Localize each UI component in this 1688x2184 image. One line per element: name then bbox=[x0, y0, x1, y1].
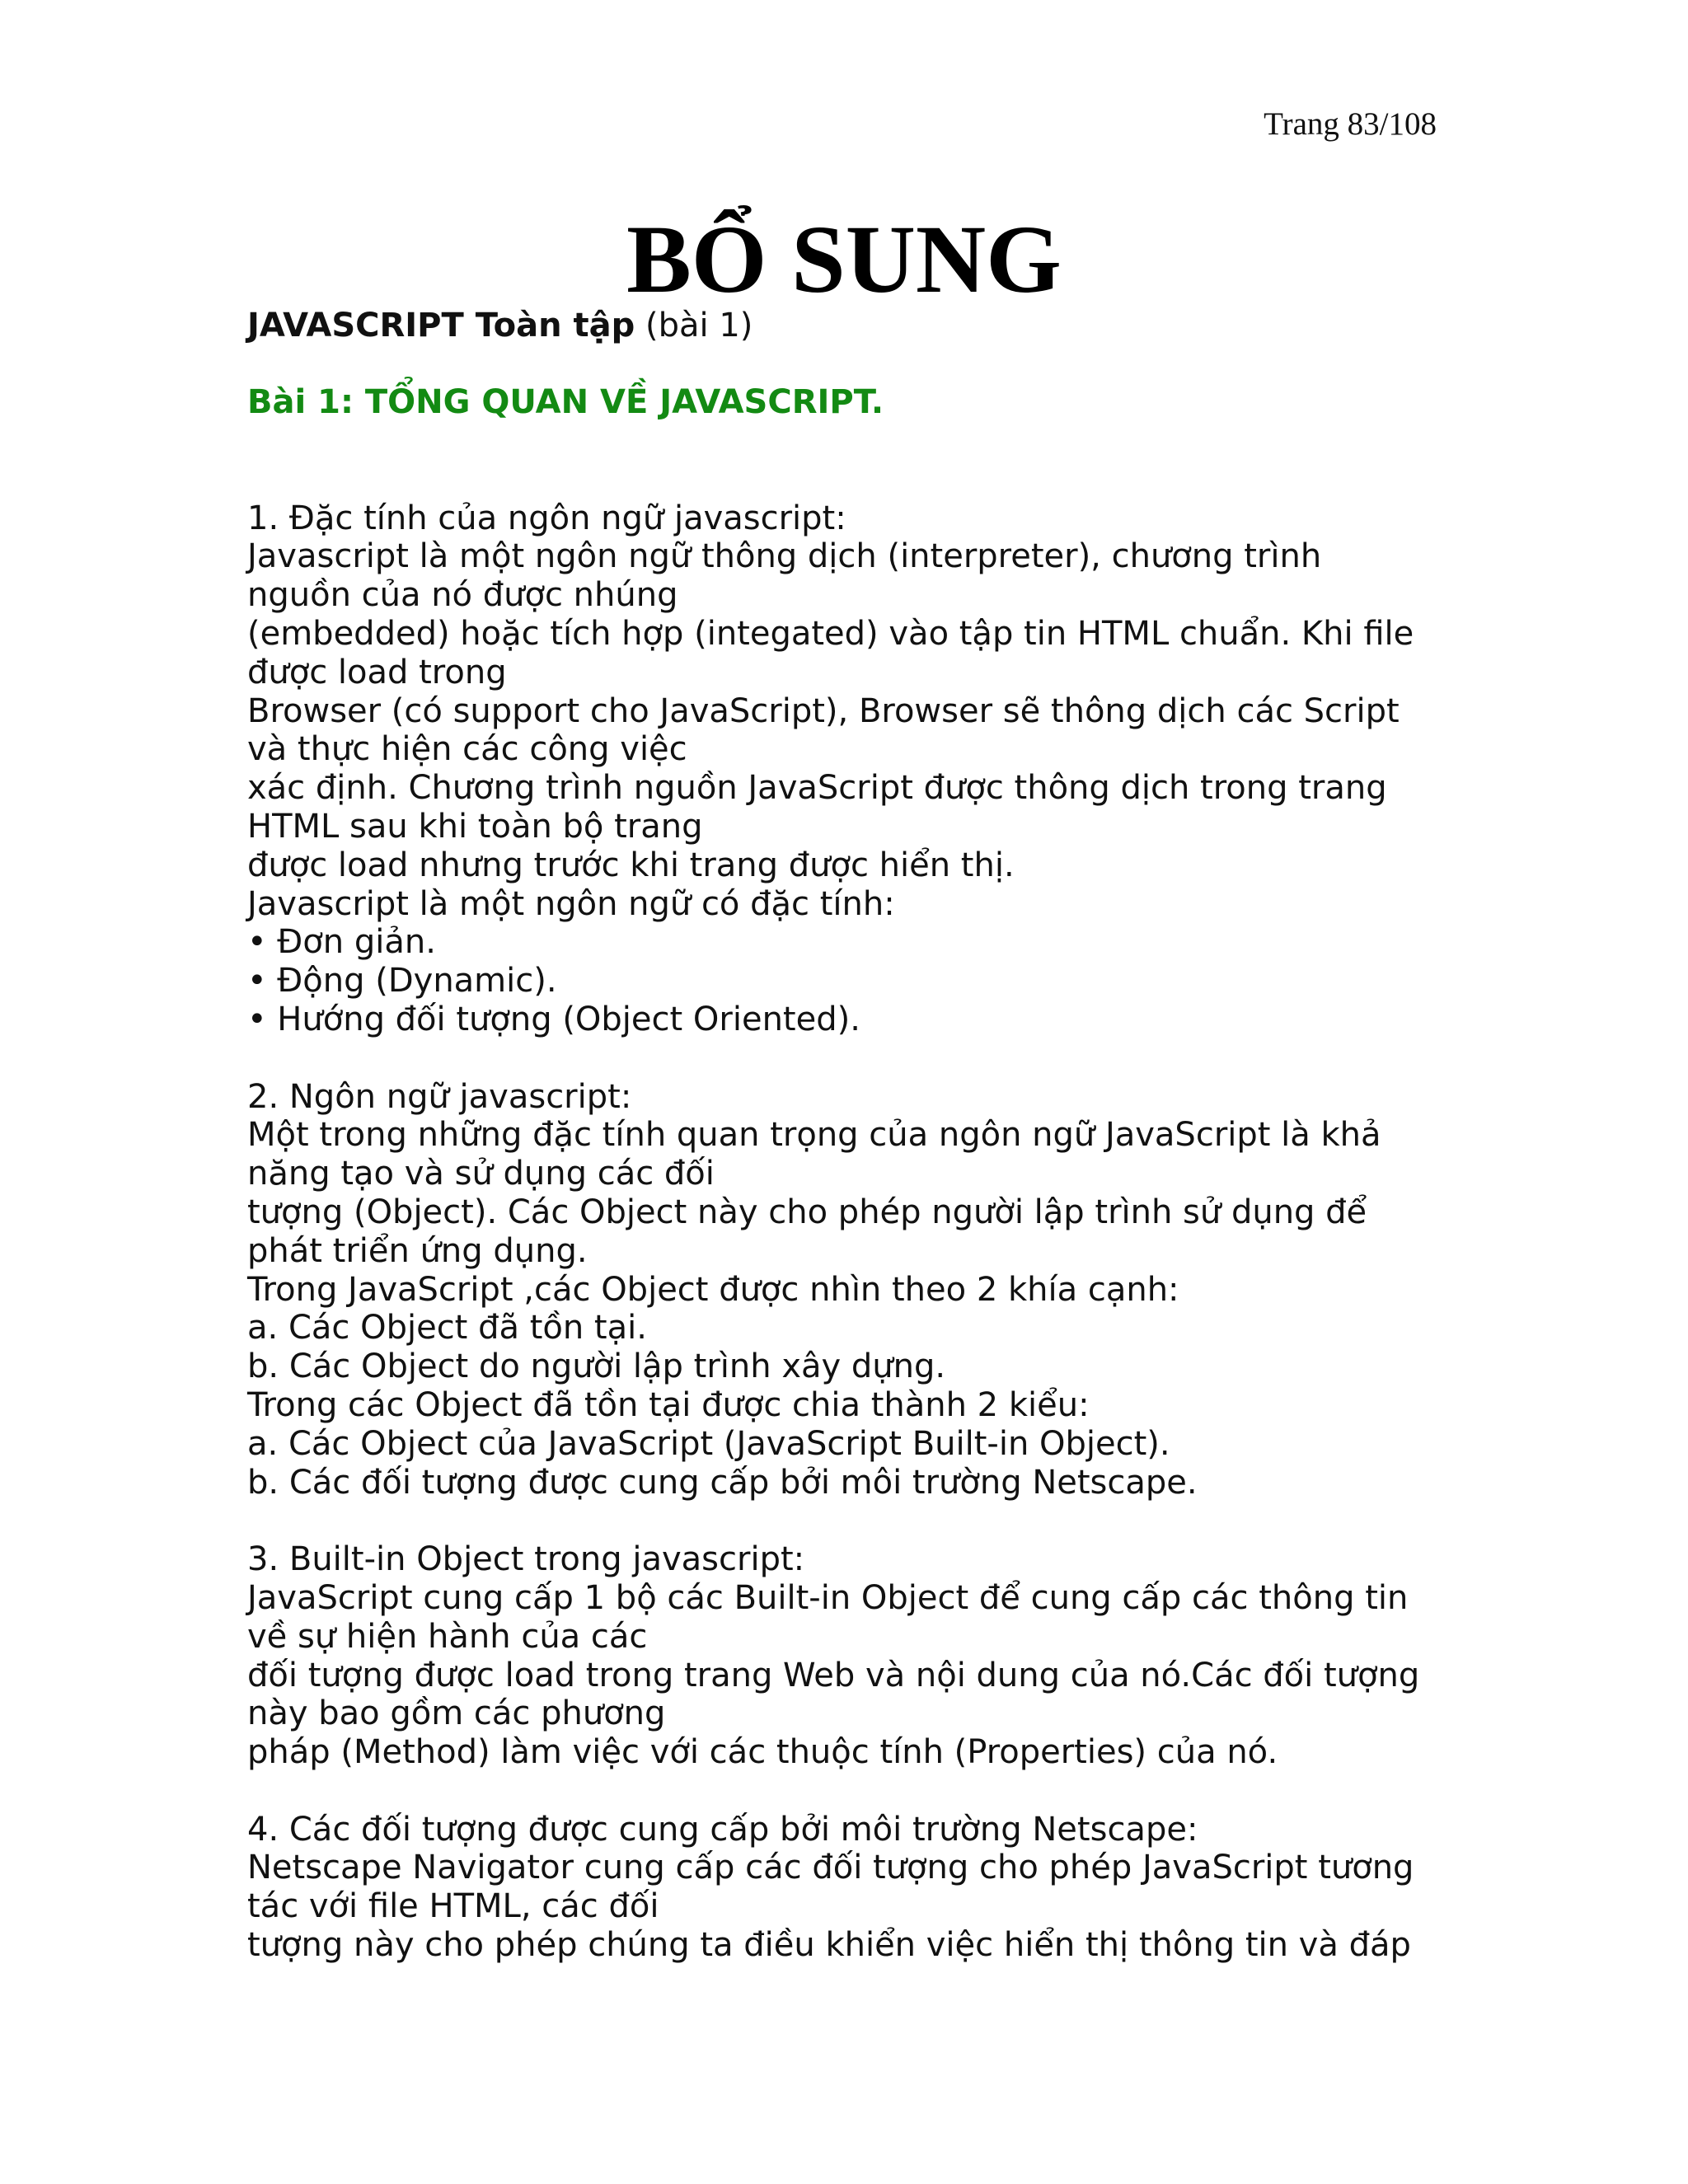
paragraph-line: Netscape Navigator cung cấp các đối tượng cho phép JavaScript tương tác với file HTML, các đối bbox=[247, 1849, 1414, 1926]
paragraph-line: đối tượng được load trong trang Web và nội dung của nó.Các đối tượng này bao gồm các phương bbox=[247, 1656, 1420, 1733]
paragraph-line: (embedded) hoặc tích hợp (integated) vào tập tin HTML chuẩn. Khi file được load trong bbox=[247, 614, 1414, 691]
paragraph-line: được load nhưng trước khi trang được hiển thị. bbox=[247, 846, 1015, 884]
paragraph-line: Javascript là một ngôn ngữ có đặc tính: bbox=[247, 884, 895, 923]
document-subtitle bbox=[247, 307, 1434, 345]
paragraph-line: pháp (Method) làm việc với các thuộc tính (Properties) của nó. bbox=[247, 1733, 1278, 1772]
document-body bbox=[247, 307, 1434, 2004]
list-item: a. Các Object đã tồn tại. bbox=[247, 1309, 647, 1347]
document-title: BỔ SUNG bbox=[626, 205, 1062, 313]
subtitle-normal: (bài 1) bbox=[635, 307, 753, 344]
paragraph-line: tượng (Object). Các Object này cho phép người lập trình sử dụng để phát triển ứng dụng. bbox=[247, 1193, 1367, 1270]
paragraph-line: tượng này cho phép chúng ta điều khiển việc hiển thị thông tin và đáp bbox=[247, 1926, 1411, 1965]
paragraph-line: Một trong những đặc tính quan trọng của ngôn ngữ JavaScript là khả năng tạo và sử dụng các đối bbox=[247, 1116, 1381, 1193]
list-item: b. Các đối tượng được cung cấp bởi môi trường Netscape. bbox=[247, 1463, 1198, 1502]
section-heading: 2. Ngôn ngữ javascript: bbox=[247, 1077, 632, 1116]
page-number: Trang 83/108 bbox=[1264, 106, 1437, 142]
section-heading: 3. Built-in Object trong javascript: bbox=[247, 1540, 805, 1579]
bullet-item: • Động (Dynamic). bbox=[247, 962, 557, 1001]
paragraph-line: Javascript là một ngôn ngữ thông dịch (interpreter), chương trình nguồn của nó được nhúng bbox=[247, 537, 1322, 615]
section-language bbox=[247, 1078, 1434, 1502]
section-characteristics bbox=[247, 499, 1434, 1039]
bullet-item: • Hướng đối tượng (Object Oriented). bbox=[247, 1000, 860, 1038]
paragraph-line: Trong JavaScript ,các Object được nhìn theo 2 khía cạnh: bbox=[247, 1270, 1179, 1309]
section-builtin-objects bbox=[247, 1540, 1434, 1772]
section-netscape-objects bbox=[247, 1811, 1434, 1965]
list-item: b. Các Object do người lập trình xây dựng. bbox=[247, 1347, 946, 1386]
paragraph-line: Browser (có support cho JavaScript), Browser sẽ thông dịch các Script và thực hiện các công việc bbox=[247, 691, 1400, 769]
paragraph-line: JavaScript cung cấp 1 bộ các Built-in Object để cung cấp các thông tin về sự hiện hành của các bbox=[247, 1578, 1409, 1656]
section-heading: 4. Các đối tượng được cung cấp bởi môi trường Netscape: bbox=[247, 1810, 1198, 1849]
lesson-heading: Bài 1: TỔNG QUAN VỀ JAVASCRIPT. bbox=[247, 382, 884, 421]
bullet-item: • Đơn giản. bbox=[247, 923, 436, 962]
paragraph-line: xác định. Chương trình nguồn JavaScript được thông dịch trong trang HTML sau khi toàn bộ trang bbox=[247, 769, 1387, 846]
list-item: a. Các Object của JavaScript (JavaScript Built-in Object). bbox=[247, 1424, 1170, 1463]
paragraph-line: Trong các Object đã tồn tại được chia thành 2 kiểu: bbox=[247, 1385, 1090, 1424]
section-heading: 1. Đặc tính của ngôn ngữ javascript: bbox=[247, 499, 846, 537]
subtitle-bold: JAVASCRIPT Toàn tập bbox=[247, 307, 635, 344]
